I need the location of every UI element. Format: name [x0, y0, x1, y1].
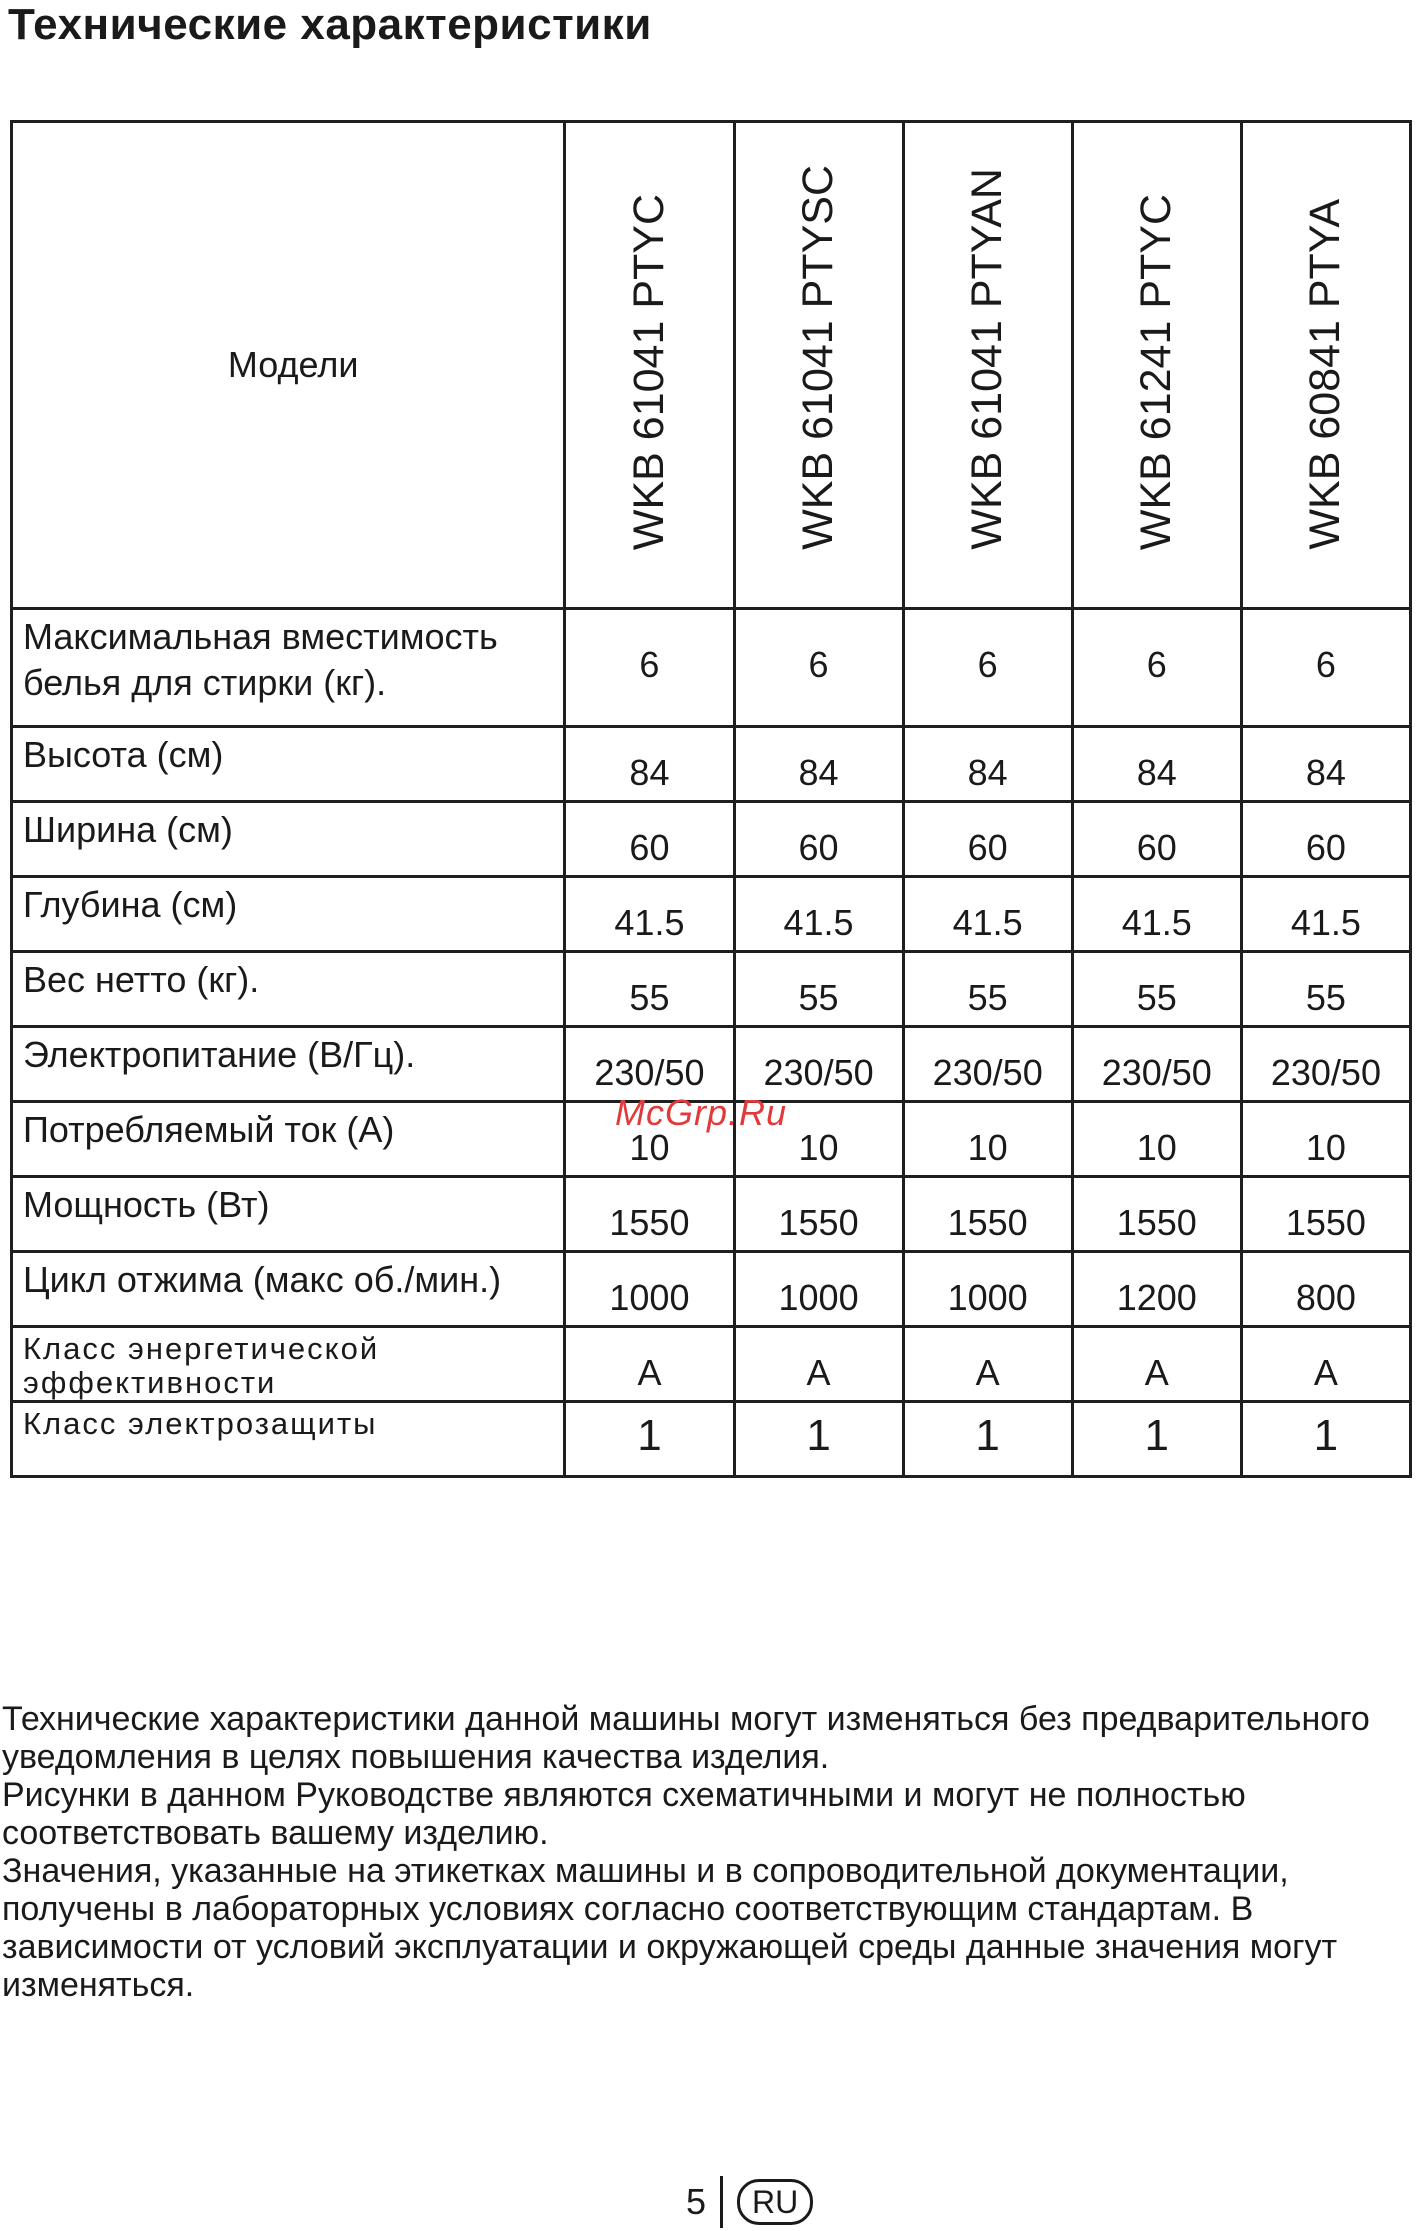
watermark-text: McGrp.Ru — [615, 1092, 788, 1133]
row-label: Глубина (см) — [12, 877, 565, 952]
row-value: 1200 — [1072, 1252, 1241, 1327]
footnote-paragraph: Значения, указанные на этикетках машины и в сопроводительной документации, получены в лабораторных условиях согласно соответствующим стандартам. В зависимости от условий эксплуатации и окружающей среды данные значения могут изменяться. — [2, 1852, 1338, 2004]
row-value: 6 — [734, 609, 903, 727]
row-value: 10 — [1072, 1102, 1241, 1177]
row-value: 1000 — [903, 1252, 1072, 1327]
row-label: Электропитание (В/Гц). — [12, 1027, 565, 1102]
row-value: 1550 — [565, 1177, 734, 1252]
row-value: 55 — [734, 952, 903, 1027]
row-value: 41.5 — [1072, 877, 1241, 952]
row-value: 60 — [1072, 802, 1241, 877]
row-value: 84 — [1241, 727, 1410, 802]
row-value: 60 — [565, 802, 734, 877]
table-row — [12, 727, 1411, 802]
language-badge: RU — [737, 2179, 813, 2225]
table-row — [12, 877, 1411, 952]
row-value: 84 — [1072, 727, 1241, 802]
row-label: Мощность (Вт) — [12, 1177, 565, 1252]
model-header — [1072, 122, 1241, 609]
table-row — [12, 1252, 1411, 1327]
footnote — [2, 1700, 1414, 2004]
row-value: A — [734, 1327, 903, 1402]
row-label: Потребляемый ток (А) — [12, 1102, 565, 1177]
spec-table — [10, 120, 1412, 1478]
row-value: 60 — [1241, 802, 1410, 877]
table-row — [12, 1402, 1411, 1477]
row-value: 1 — [1241, 1402, 1410, 1477]
row-label: Высота (см) — [12, 727, 565, 802]
page-footer — [686, 2176, 813, 2228]
row-value: 41.5 — [903, 877, 1072, 952]
model-name: WKB 61041 PTYAN — [963, 168, 1012, 550]
model-name: WKB 61041 PTYSC — [794, 165, 843, 550]
row-value: 55 — [565, 952, 734, 1027]
row-value: 55 — [1241, 952, 1410, 1027]
row-value: 6 — [903, 609, 1072, 727]
row-value: 230/50 — [565, 1027, 734, 1102]
table-row — [12, 1327, 1411, 1402]
row-value: 230/50 — [903, 1027, 1072, 1102]
row-value: 230/50 — [1241, 1027, 1410, 1102]
row-value: A — [565, 1327, 734, 1402]
table-row — [12, 802, 1411, 877]
row-value: 1550 — [1072, 1177, 1241, 1252]
row-value: 6 — [1072, 609, 1241, 727]
row-value: 10 — [903, 1102, 1072, 1177]
page-title: Технические характеристики — [8, 0, 652, 49]
row-value: 1 — [565, 1402, 734, 1477]
row-value: 1550 — [734, 1177, 903, 1252]
table-row — [12, 1027, 1411, 1102]
row-value: 41.5 — [1241, 877, 1410, 952]
table-row — [12, 952, 1411, 1027]
table-row — [12, 609, 1411, 727]
row-label: Ширина (см) — [12, 802, 565, 877]
row-value: 1 — [903, 1402, 1072, 1477]
row-value: 1 — [1072, 1402, 1241, 1477]
row-label: Класс электрозащиты — [12, 1402, 565, 1477]
row-value: 10 — [1241, 1102, 1410, 1177]
footer-divider — [720, 2176, 723, 2228]
row-value: 1000 — [734, 1252, 903, 1327]
row-value: 60 — [903, 802, 1072, 877]
row-value: A — [1241, 1327, 1410, 1402]
models-header-label: Модели — [12, 122, 565, 609]
row-value: 6 — [565, 609, 734, 727]
row-value: 60 — [734, 802, 903, 877]
row-label: Цикл отжима (макс об./мин.) — [12, 1252, 565, 1327]
row-value: 230/50 — [734, 1027, 903, 1102]
page-number: 5 — [686, 2181, 707, 2222]
model-name: WKB 61041 PTYC — [624, 193, 673, 550]
table-row — [12, 1177, 1411, 1252]
row-value: 6 — [1241, 609, 1410, 727]
row-label: Вес нетто (кг). — [12, 952, 565, 1027]
model-header — [1241, 122, 1410, 609]
row-value: 1 — [734, 1402, 903, 1477]
row-value: 230/50 — [1072, 1027, 1241, 1102]
row-value: 1550 — [903, 1177, 1072, 1252]
row-value: 55 — [903, 952, 1072, 1027]
row-value: A — [903, 1327, 1072, 1402]
table-header-row — [12, 122, 1411, 609]
model-header — [565, 122, 734, 609]
model-header — [734, 122, 903, 609]
model-name: WKB 60841 PTYA — [1301, 199, 1350, 550]
row-value: 800 — [1241, 1252, 1410, 1327]
row-value: 55 — [1072, 952, 1241, 1027]
row-value: 1550 — [1241, 1177, 1410, 1252]
row-label: Максимальная вместимость белья для стирки (кг). — [12, 609, 565, 727]
row-value: 41.5 — [565, 877, 734, 952]
row-label: Класс энергетической эффективности — [12, 1327, 565, 1402]
row-value: 41.5 — [734, 877, 903, 952]
footnote-paragraph: Рисунки в данном Руководстве являются схематичными и могут не полностью соответствовать вашему изделию. — [2, 1776, 1246, 1852]
model-header — [903, 122, 1072, 609]
row-value: 10 — [734, 1102, 903, 1177]
row-value: 1000 — [565, 1252, 734, 1327]
model-name: WKB 61241 PTYC — [1132, 193, 1181, 550]
row-value: A — [1072, 1327, 1241, 1402]
row-value: 84 — [734, 727, 903, 802]
row-value: 84 — [565, 727, 734, 802]
row-value: 84 — [903, 727, 1072, 802]
footnote-paragraph: Технические характеристики данной машины могут изменяться без предварительного уведомления в целях повышения качества изделия. — [2, 1700, 1370, 1776]
row-value: 10 — [565, 1102, 734, 1177]
